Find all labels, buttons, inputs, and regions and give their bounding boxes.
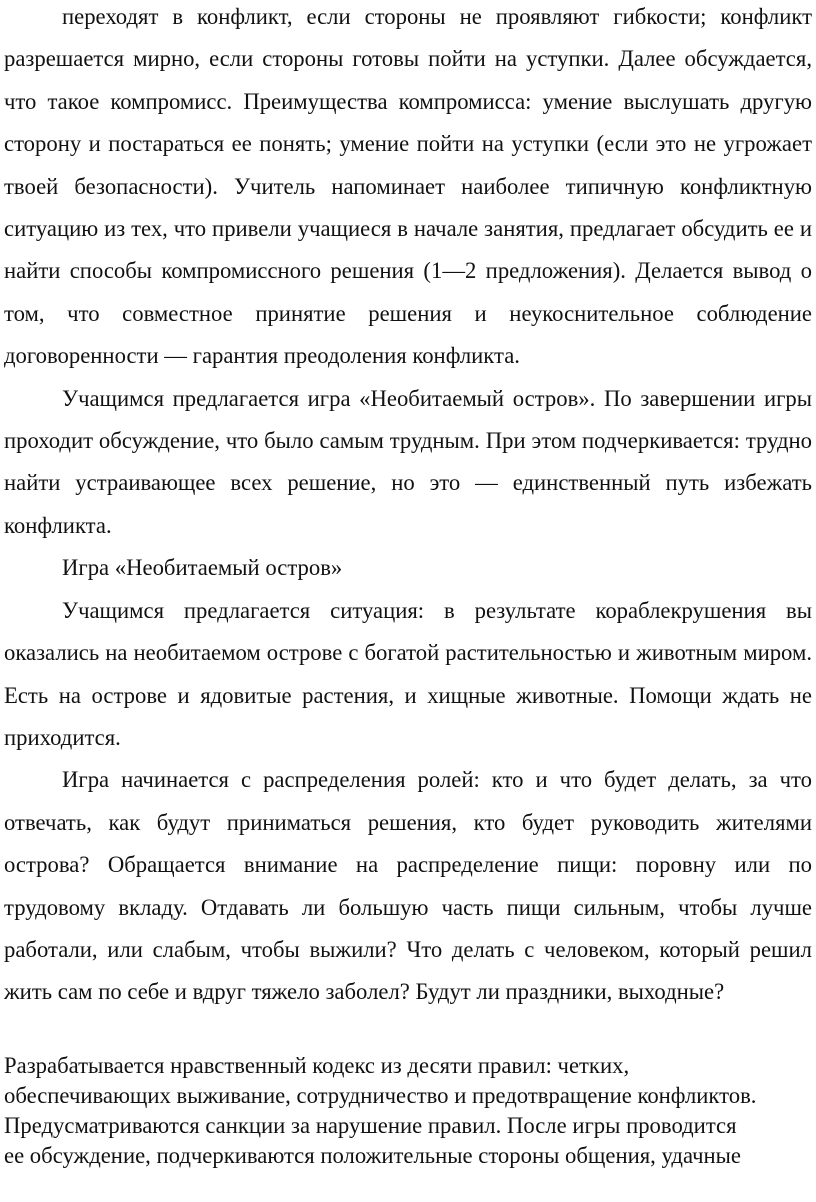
paragraph-game-intro: Учащимся предлагается игра «Необитаемый остров». По завершении игры проходит обсуждение, что было самым трудным. При этом подчеркивается: трудно найти устраивающее всех решение, но это — единственный путь избежать конфликта. xyxy=(4,385,812,538)
document-tail xyxy=(4,1051,810,1171)
tail-line: ее обсуждение, подчеркиваются положительные стороны общения, удачные xyxy=(4,1143,741,1168)
tail-line: обеспечивающих выживание, сотрудничество и предотвращение конфликтов. xyxy=(4,1083,757,1108)
document-body xyxy=(4,0,812,1014)
paragraph-compromise: переходят в конфликт, если стороны не проявляют гибкости; конфликт разрешается мирно, если стороны готовы пойти на уступки. Далее обсуждается, что такое компромисс. Преимущества компромисса: умение выслушать другую сторону и постараться ее понять; умение пойти на уступки (если это не угрожает твоей безопасности). Учитель напоминает наиболее типичную конфликтную ситуацию из тех, что привели учащиеся в начале занятия, предлагает обсудить ее и найти способы компромиссного решения (1—2 предложения). Делается вывод о том, что совместное принятие решения и неукоснительное соблюдение договоренности — гарантия преодоления конфликта. xyxy=(4,4,812,369)
paragraph-situation: Учащимся предлагается ситуация: в результате кораблекрушения вы оказались на необитаемом острове с богатой растительностью и животным миром. Есть на острове и ядовитые растения, и хищные животные. Помощи ждать не приходится. xyxy=(4,597,812,750)
tail-line: Разрабатывается нравственный кодекс из десяти правил: четких, xyxy=(4,1053,630,1078)
game-heading: Игра «Необитаемый остров» xyxy=(62,555,343,581)
tail-line: Предусматриваются санкции за нарушение правил. После игры проводится xyxy=(4,1113,737,1138)
paragraph-roles: Игра начинается с распределения ролей: кто и что будет делать, за что отвечать, как будут приниматься решения, кто будет руководить жителями острова? Обращается внимание на распределение пищи: поровну или по трудовому вкладу. Отдавать ли большую часть пищи сильным, чтобы лучше работали, или слабым, чтобы выжили? Что делать с человеком, который решил жить сам по себе и вдруг тяжело заболел? Будут ли праздники, выходные? xyxy=(4,767,812,1005)
